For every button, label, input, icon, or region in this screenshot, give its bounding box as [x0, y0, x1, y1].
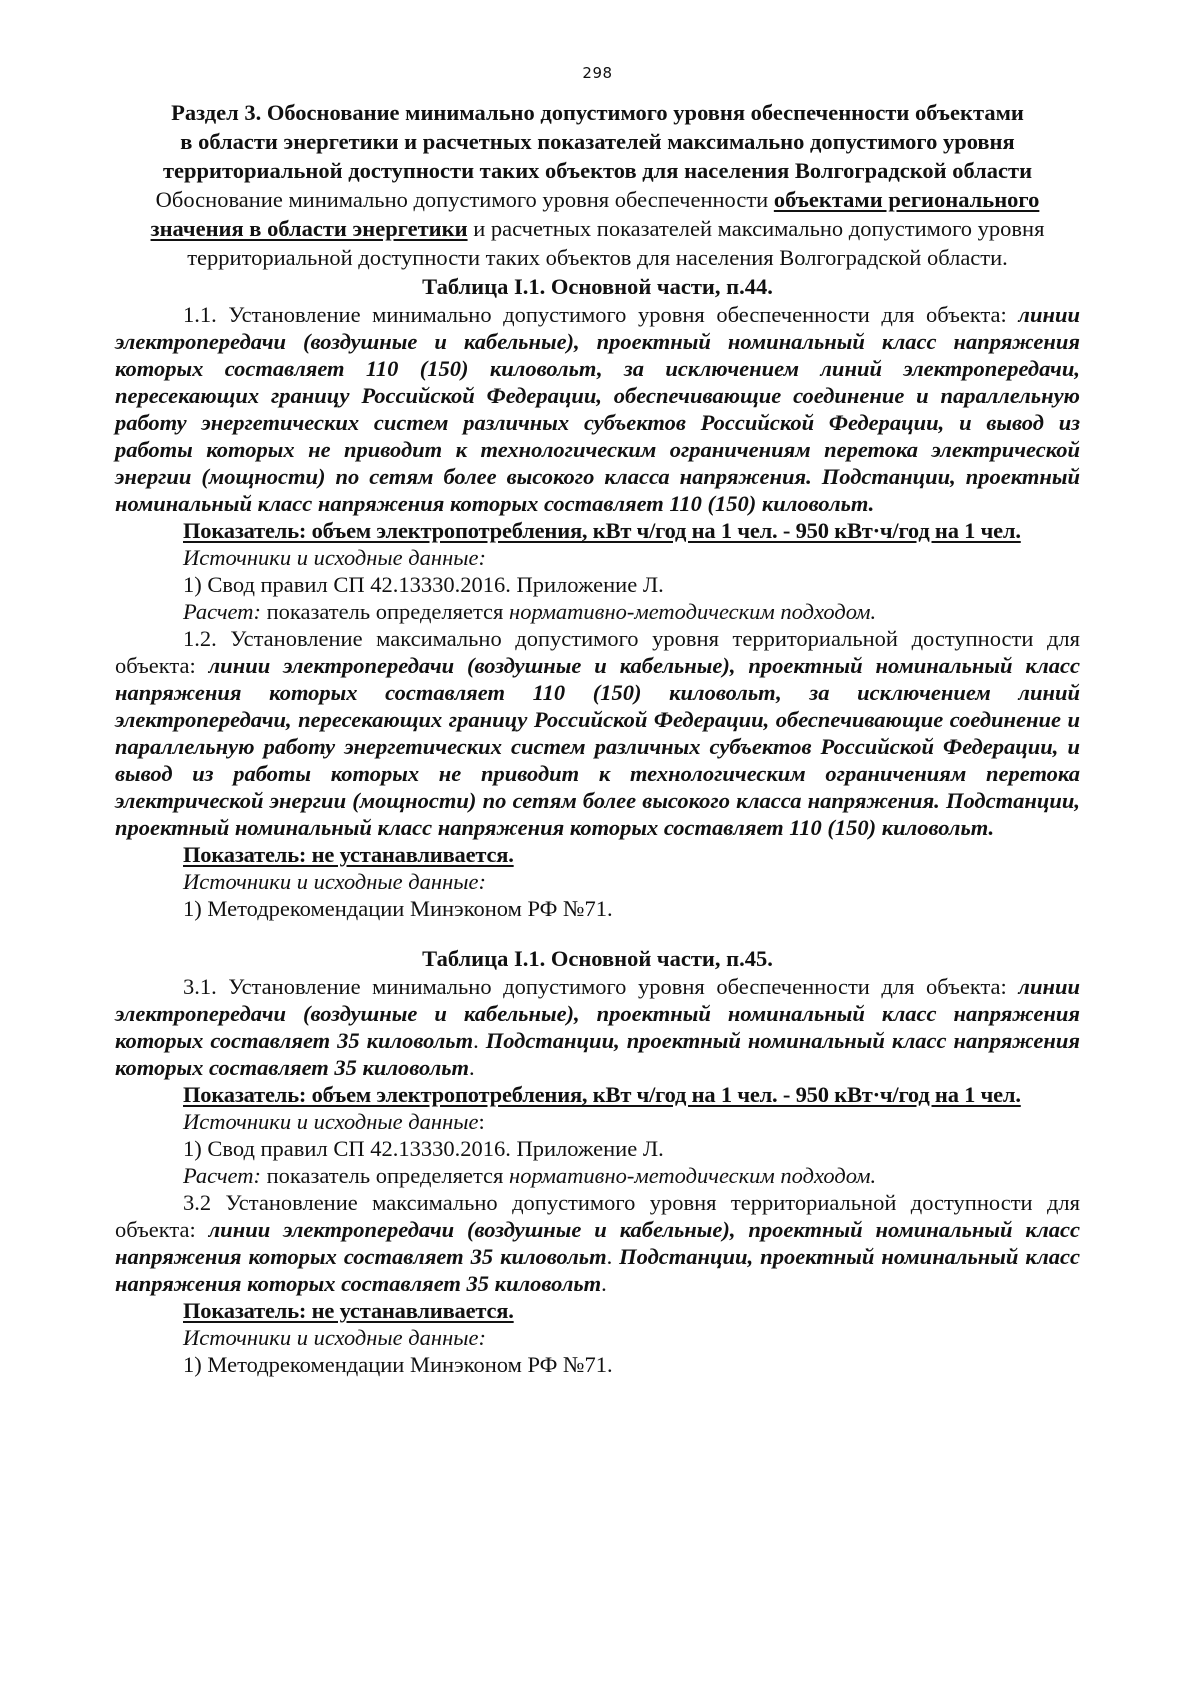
- table-block-44: [115, 272, 1080, 922]
- table-block-45: [115, 944, 1080, 1378]
- sources-label: Источники и исходные данные:: [183, 1325, 486, 1350]
- item-object-2: Подстанции, проектный номинальный класс напряжения которых составляет 35 киловольт: [115, 1028, 1080, 1080]
- calc-text: показатель определяется: [266, 1163, 510, 1188]
- indicator-line: [115, 841, 1080, 868]
- item-lead: 3.1. Установление минимально допустимого уровня обеспеченности для объекта:: [183, 974, 1019, 999]
- calc-label: Расчет:: [183, 599, 267, 624]
- item-object: линии электропередачи (воздушные и кабельные), проектный номинальный класс напряжения которых составляет 35 киловольт: [115, 1217, 1080, 1269]
- indicator-text: Показатель: объем электропотребления, кВт ч/год на 1 чел. - 950 кВт·ч/год на 1 чел.: [183, 518, 1021, 543]
- indicator-text: Показатель: не устанавливается.: [183, 1298, 514, 1323]
- min-provision-item: 3.1. Установление минимально допустимого уровня обеспеченности для объекта: линии электропередачи (воздушные и кабельные), проектный номинальный класс напряжения которых составляет 35 киловольт. Подстанции, проектный номинальный класс напряжения которых составляет 35 киловольт.: [115, 974, 1080, 1080]
- section-heading: [115, 98, 1080, 185]
- sub-heading-underlined-a: объектами регионального: [773, 187, 1040, 212]
- indicator-line: [115, 1081, 1080, 1108]
- indicator-line: [115, 1297, 1080, 1324]
- section-heading-line: территориальной доступности таких объектов для населения Волгоградской области: [162, 158, 1033, 183]
- table-title: Таблица I.1. Основной части, п.45.: [422, 946, 773, 971]
- source-item: 1) Методрекомендации Минэконом РФ №71.: [183, 1352, 613, 1377]
- item-lead: 1.1. Установление минимально допустимого уровня обеспеченности для объекта:: [183, 302, 1019, 327]
- calc-method: нормативно-методическим подходом.: [509, 599, 877, 624]
- sub-heading-line-3: территориальной доступности таких объектов для населения Волгоградской области.: [187, 245, 1008, 270]
- section-heading-line: в области энергетики и расчетных показателей максимально допустимого уровня: [180, 129, 1015, 154]
- source-item: 1) Свод правил СП 42.13330.2016. Приложение Л.: [183, 572, 664, 597]
- sub-heading-line-1: [115, 185, 1080, 214]
- calc-method: нормативно-методическим подходом.: [509, 1163, 877, 1188]
- indicator-text: Показатель: не устанавливается.: [183, 842, 514, 867]
- source-item: 1) Свод правил СП 42.13330.2016. Приложение Л.: [183, 1136, 664, 1161]
- document-page: [115, 64, 1080, 1378]
- sources-label: Источники и исходные данные:: [183, 869, 486, 894]
- calculation-line: [115, 1162, 1080, 1189]
- max-accessibility-item: 3.2 Установление максимально допустимого уровня территориальной доступности для объекта: линии электропередачи (воздушные и кабельные), проектный номинальный класс напряжения которых составляет 35 киловольт. Подстанции, проектный номинальный класс напряжения которых составляет 35 киловольт.: [115, 1190, 1080, 1296]
- calculation-line: [115, 598, 1080, 625]
- item-lead: 1.2. Установление максимально допустимого уровня территориальной доступности для объекта:: [115, 626, 1080, 678]
- item-object-2: Подстанции, проектный номинальный класс напряжения которых составляет 35 киловольт: [115, 1244, 1080, 1296]
- sub-heading-underlined-b: значения в области энергетики: [150, 216, 468, 241]
- sources-label: Источники и исходные данные:: [183, 545, 486, 570]
- section-heading-line: Раздел 3. Обоснование минимально допустимого уровня обеспеченности объектами: [171, 100, 1024, 125]
- sources-label: Источники и исходные данные: [183, 1109, 479, 1134]
- indicator-line: [115, 517, 1080, 544]
- item-object: линии электропередачи (воздушные и кабельные), проектный номинальный класс напряжения которых составляет 110 (150) киловольт, за исключением линий электропередачи, пересекающих границу Российской Федерации, обеспечивающие соединение и параллельную работу энергетических систем различных субъектов Российской Федерации, и вывод из работы которых не приводит к технологическим ограничениям перетока электрической энергии (мощности) по сетям более высокого класса напряжения. Подстанции, проектный номинальный класс напряжения которых составляет 110 (150) киловольт.: [115, 653, 1080, 840]
- sub-heading-middle: и расчетных показателей максимально допустимого уровня: [467, 216, 1045, 241]
- calc-text: показатель определяется: [266, 599, 510, 624]
- sub-heading-line-2: [115, 214, 1080, 243]
- indicator-text: Показатель: объем электропотребления, кВт ч/год на 1 чел. - 950 кВт·ч/год на 1 чел.: [183, 1082, 1021, 1107]
- source-item: 1) Методрекомендации Минэконом РФ №71.: [183, 896, 613, 921]
- min-provision-item: [115, 301, 1080, 517]
- item-lead: 3.2 Установление максимально допустимого уровня территориальной доступности для объекта:: [115, 1190, 1080, 1242]
- sub-heading-prefix: Обоснование минимально допустимого уровня обеспеченности: [155, 187, 774, 212]
- item-object: линии электропередачи (воздушные и кабельные), проектный номинальный класс напряжения которых составляет 110 (150) киловольт, за исключением линий электропередачи, пересекающих границу Российской Федерации, обеспечивающие соединение и параллельную работу энергетических систем различных субъектов Российской Федерации, и вывод из работы которых не приводит к технологическим ограничениям перетока электрической энергии (мощности) по сетям более высокого класса напряжения. Подстанции, проектный номинальный класс напряжения которых составляет 110 (150) киловольт.: [115, 302, 1080, 516]
- table-title: Таблица I.1. Основной части, п.44.: [422, 274, 773, 299]
- sub-heading: [115, 185, 1080, 272]
- calc-label: Расчет:: [183, 1163, 267, 1188]
- item-object: линии электропередачи (воздушные и кабельные), проектный номинальный класс напряжения которых составляет 35 киловольт: [115, 974, 1080, 1053]
- block-spacer: [115, 922, 1080, 944]
- page-number: 298: [582, 64, 613, 82]
- max-accessibility-item: [115, 625, 1080, 841]
- sources-line: Источники и исходные данные:: [183, 1109, 485, 1134]
